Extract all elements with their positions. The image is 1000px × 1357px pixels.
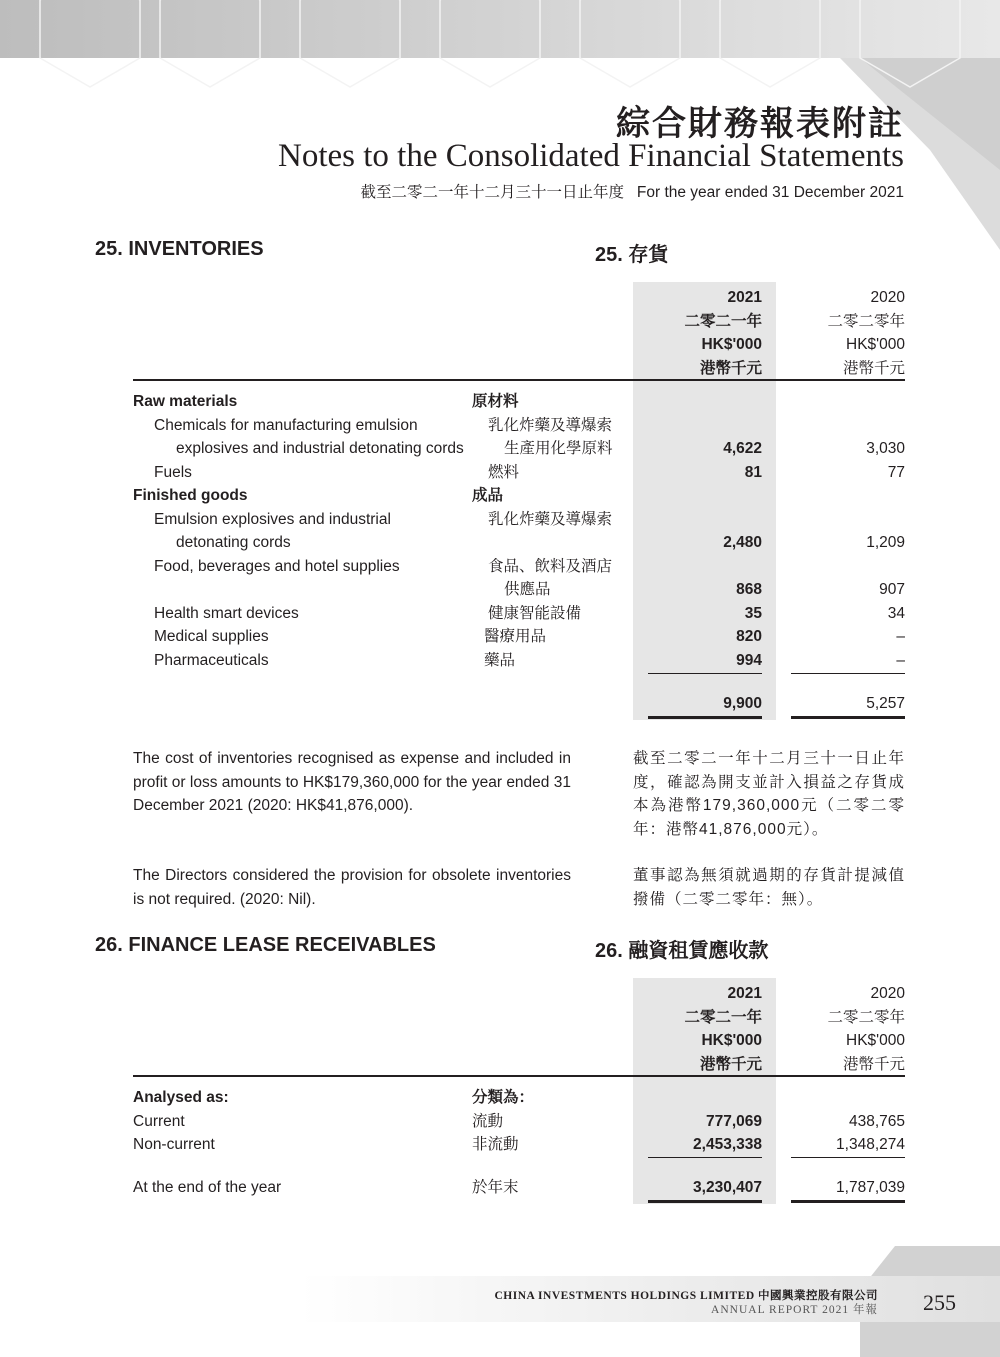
value-2020: – [896,628,905,645]
value-2021: 35 [744,605,762,622]
row-label: Raw materials [133,393,238,410]
footer-report-name: ANNUAL REPORT 2021 年報 [711,1304,878,1316]
header-year-cn: 二零二零年 [827,1008,905,1026]
value-2021: 820 [736,628,762,645]
col-header-2020 [776,982,905,1076]
header-year-cn: 二零二一年 [684,312,762,330]
row-label-cn: 藥品 [484,652,516,669]
subtotal-rule-2021 [648,673,762,674]
paragraph-cost-of-inventories-cn: 截至二零二一年十二月三十一日止年度，確認為開支並計入損益之存貨成本為港幣179,360,000元（二零二零年：港幣41,876,000元）。 [633,750,905,838]
value-2020: 438,765 [848,1113,905,1130]
header-unit: HK$'000 [846,1032,905,1049]
total-label-cn: 於年末 [472,1179,519,1196]
section-25-title-en: 25. INVENTORIES [95,238,264,260]
col-header-2021 [633,286,762,380]
section-26-title-cn: 26. 融資租賃應收款 [595,940,769,962]
value-2020: 77 [887,464,905,481]
value-2020: – [896,652,905,669]
section-25-title-cn: 25. 存貨 [595,244,669,266]
value-2021: 2,480 [723,534,762,551]
row-label: Food, beverages and hotel supplies [154,558,400,575]
row-label: Current [133,1113,185,1130]
subtotal-rule-2020 [791,1157,905,1158]
header-year: 2021 [727,985,762,1002]
row-label: Medical supplies [154,628,269,645]
header-unit-cn: 港幣千元 [842,359,905,377]
row-label: Health smart devices [154,605,299,622]
header-year: 2020 [870,289,905,306]
row-label-cn: 流動 [472,1113,504,1130]
header-rule [133,1075,905,1077]
row-label: Pharmaceuticals [154,652,269,669]
row-label-cn: 供應品 [504,581,551,598]
value-2021: 868 [736,581,762,598]
value-2021: 994 [736,652,762,669]
value-2020: 907 [879,581,905,598]
total-double-rule-2021 [648,716,762,719]
value-2021: 81 [744,464,762,481]
header-year: 2021 [727,289,762,306]
header-year: 2020 [870,985,905,1002]
row-label: Analysed as: [133,1089,229,1106]
value-2020: 3,030 [866,440,905,457]
paragraph-provision-cn: 董事認為無須就過期的存貨計提減值撥備（二零二零年：無）。 [633,867,905,908]
total-2021: 9,900 [723,695,762,712]
total-2020: 1,787,039 [836,1179,905,1196]
header-unit: HK$'000 [846,336,905,353]
row-label: Fuels [154,464,192,481]
row-label-cn: 分類為： [472,1089,535,1106]
footer-company-name: CHINA INVESTMENTS HOLDINGS LIMITED 中國興業控股有限公司 [494,1290,878,1302]
row-label-cn: 非流動 [472,1136,519,1153]
row-label-cn: 食品、飲料及酒店 [488,558,613,575]
total-2021: 3,230,407 [693,1179,762,1196]
row-label-cn: 乳化炸藥及導爆索 [488,417,613,434]
value-2021: 777,069 [705,1113,762,1130]
row-label: Chemicals for manufacturing emulsion [154,417,418,434]
row-label: detonating cords [176,534,291,551]
header-unit-cn: 港幣千元 [842,1055,905,1073]
header-unit-cn: 港幣千元 [699,1055,762,1073]
total-double-rule-2020 [791,716,905,719]
row-label-cn: 生產用化學原料 [504,440,613,457]
total-double-rule-2020 [791,1200,905,1203]
header-unit: HK$'000 [701,336,762,353]
paragraph-cost-of-inventories-en: The cost of inventories recognised as expense and included in profit or loss amounts to HK$179,360,000 for the year ended 31 December 2021 (2020: HK$41,876,000). [133,750,571,814]
value-2021: 4,622 [723,440,762,457]
value-2020: 34 [887,605,905,622]
page-title-english: Notes to the Consolidated Financial Statements [278,138,904,174]
section-26-title-en: 26. FINANCE LEASE RECEIVABLES [95,934,436,956]
page-title-chinese: 綜合財務報表附註 [616,104,904,144]
header-year-cn: 二零二零年 [827,312,905,330]
page-subtitle: 截至二零二一年十二月三十一日止年度 For the year ended 31 December 2021 [360,184,904,201]
row-label-cn: 乳化炸藥及導爆索 [488,511,613,528]
paragraph-provision-en: The Directors considered the provision for obsolete inventories is not required. (2020: Nil). [133,867,571,908]
total-2020: 5,257 [866,695,905,712]
header-year-cn: 二零二一年 [684,1008,762,1026]
header-unit-cn: 港幣千元 [699,359,762,377]
value-2020: 1,209 [866,534,905,551]
subtotal-rule-2020 [791,673,905,674]
row-label-cn: 成品 [472,487,504,504]
header-unit: HK$'000 [701,1032,762,1049]
row-label-cn: 健康智能設備 [488,605,582,622]
header-rule [133,379,905,381]
row-label: Finished goods [133,487,248,504]
value-2020: 1,348,274 [836,1136,905,1153]
row-label-cn: 燃料 [488,464,520,481]
total-label: At the end of the year [133,1179,282,1196]
row-label-cn: 原材料 [472,393,519,410]
row-label: Emulsion explosives and industrial [154,511,391,528]
col-header-2021 [633,982,762,1076]
col-header-2020 [776,286,905,380]
value-2021: 2,453,338 [693,1136,762,1153]
row-label: explosives and industrial detonating cords [176,440,464,457]
row-label-cn: 醫療用品 [484,628,547,645]
total-double-rule-2021 [648,1200,762,1203]
subtotal-rule-2021 [648,1157,762,1158]
page-number: 255 [923,1290,956,1315]
row-label: Non-current [133,1136,215,1153]
